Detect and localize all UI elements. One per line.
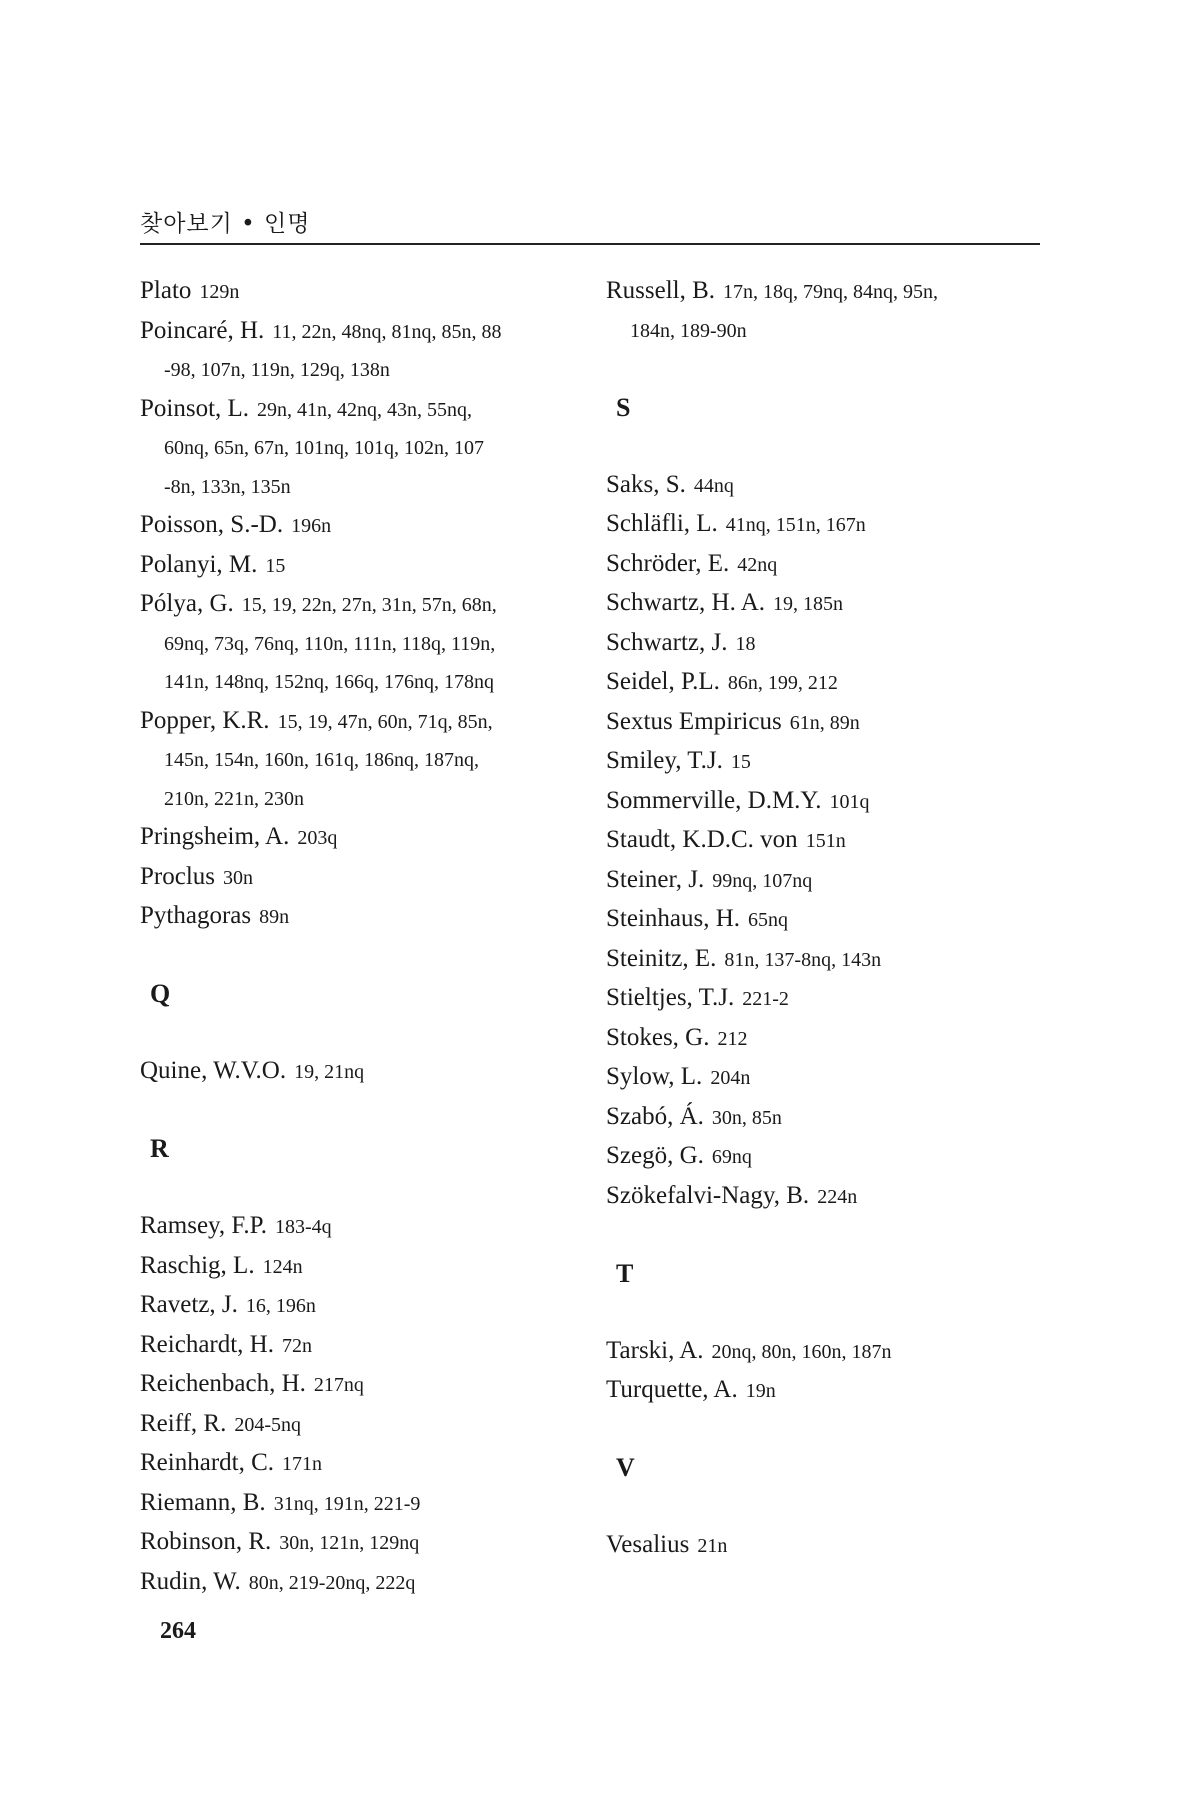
entry-name: Stokes, G. [606, 1023, 710, 1051]
entry-pages: 81n, 137-8nq, 143n [724, 948, 882, 971]
entry-name: Reiff, R. [140, 1409, 227, 1437]
entry-pages: 42nq [737, 553, 778, 576]
index-entry-szego [606, 1137, 1056, 1177]
index-entry-smiley [606, 742, 1056, 782]
index-entry-schlafli [606, 505, 1056, 545]
entry-name: Proclus [140, 862, 215, 890]
entry-name: Plato [140, 277, 192, 304]
entry-name: Schröder, E. [606, 549, 730, 577]
entry-name: Raschig, L. [140, 1251, 255, 1279]
entry-name: Stieltjes, T.J. [606, 984, 735, 1011]
index-entry-quine [140, 1052, 590, 1092]
index-entry-poinsot [140, 390, 590, 430]
section-gap [606, 1216, 1056, 1255]
entry-name: Poincaré, H. [140, 316, 265, 344]
index-entry-szokefalvi [606, 1177, 1056, 1217]
index-entry-vesalius [606, 1526, 1056, 1566]
index-column-left [140, 272, 590, 1602]
entry-name: Steiner, J. [606, 865, 705, 893]
entry-pages: 124n [262, 1255, 303, 1278]
index-entry-schwartz-ha [606, 584, 1056, 624]
entry-pages: 204-5nq [234, 1413, 302, 1436]
page-number: 264 [160, 1618, 196, 1644]
entry-pages: 217nq [313, 1374, 364, 1396]
entry-name: Reinhardt, C. [140, 1449, 275, 1476]
section-gap [606, 427, 1056, 466]
entry-name: Sommerville, D.M.Y. [606, 786, 822, 814]
entry-pages: 129n [199, 281, 240, 303]
index-entry-poincare [140, 312, 590, 352]
index-entry-reiff [140, 1405, 590, 1445]
index-entry-steiner [606, 861, 1056, 901]
entry-name: Rudin, W. [140, 1567, 241, 1595]
entry-name: Reichenbach, H. [140, 1370, 306, 1397]
entry-name: Saks, S. [606, 470, 686, 498]
entry-pages: 16, 196n [245, 1295, 316, 1317]
section-gap [606, 1488, 1056, 1527]
entry-pages: 72n [281, 1334, 312, 1357]
entry-pages: 61n, 89n [789, 711, 860, 734]
entry-continuation: 145n, 154n, 160n, 161q, 186nq, 187nq, [164, 749, 479, 771]
entry-pages: 30n, 85n [711, 1106, 782, 1129]
index-entry-pythagoras [140, 897, 590, 937]
entry-pages: 19, 185n [773, 593, 843, 615]
entry-name: Ramsey, F.P. [140, 1212, 267, 1239]
entry-pages: 15, 19, 22n, 27n, 31n, 57n, 68n, [241, 594, 497, 616]
entry-pages: 101q [829, 790, 870, 813]
entry-pages: 224n [817, 1185, 858, 1208]
index-entry-reichenbach [140, 1365, 590, 1405]
section-gap [140, 1014, 590, 1053]
index-entry-pringsheim [140, 818, 590, 858]
entry-name: Sextus Empiricus [606, 707, 782, 735]
entry-pages: 15 [265, 554, 286, 577]
index-entry-sylow [606, 1058, 1056, 1098]
entry-pages: 80n, 219-20nq, 222q [248, 1571, 416, 1594]
entry-pages: 19, 21nq [294, 1061, 365, 1083]
index-entry-proclus [140, 858, 590, 898]
entry-name: Staudt, K.D.C. von [606, 826, 798, 853]
entry-continuation: 210n, 221n, 230n [164, 787, 304, 810]
index-entry-saks [606, 466, 1056, 506]
section-letter-v: V [616, 1453, 635, 1482]
section-letter-q: Q [150, 979, 171, 1008]
index-entry-schwartz-j [606, 624, 1056, 664]
index-entry-schroder [606, 545, 1056, 585]
index-entry-sommerville [606, 782, 1056, 822]
entry-continuation: 141n, 148nq, 152nq, 166q, 176nq, 178nq [164, 671, 494, 693]
entry-continuation: -98, 107n, 119n, 129q, 138n [164, 359, 390, 381]
index-entry-plato [140, 272, 590, 312]
entry-pages: 203q [297, 827, 338, 849]
entry-name: Polanyi, M. [140, 550, 258, 578]
entry-pages: 196n [291, 515, 332, 537]
section-gap [140, 1169, 590, 1208]
entry-name: Pólya, G. [140, 590, 234, 617]
entry-pages: 29n, 41n, 42nq, 43n, 55nq, [257, 398, 473, 421]
index-entry-sextus [606, 703, 1056, 743]
entry-name: Schwartz, J. [606, 628, 728, 656]
entry-name: Reichardt, H. [140, 1330, 274, 1358]
entry-name: Seidel, P.L. [606, 668, 720, 695]
index-entry-stokes [606, 1019, 1056, 1059]
index-entry-ravetz [140, 1286, 590, 1326]
entry-pages: 204n [710, 1067, 751, 1089]
entry-pages: 21n [697, 1535, 728, 1557]
entry-pages: 221-2 [742, 988, 789, 1010]
entry-name: Vesalius [606, 1531, 690, 1558]
section-letter-t: T [616, 1258, 634, 1288]
entry-name: Robinson, R. [140, 1528, 272, 1555]
entry-pages: 89n [259, 906, 290, 928]
entry-name: Sylow, L. [606, 1063, 703, 1090]
entry-name: Szabó, Á. [606, 1102, 704, 1130]
entry-name: Popper, K.R. [140, 706, 270, 734]
entry-pages: 44nq [693, 474, 734, 497]
entry-pages: 18 [735, 632, 756, 655]
index-entry-raschig [140, 1247, 590, 1287]
index-entry-polya [140, 585, 590, 625]
entry-pages: 11, 22n, 48nq, 81nq, 85n, 88 [272, 320, 502, 343]
entry-pages: 86n, 199, 212 [727, 672, 838, 694]
index-entry-poisson [140, 506, 590, 546]
index-column-right [606, 272, 1056, 1566]
entry-pages: 41nq, 151n, 167n [725, 514, 866, 536]
entry-name: Quine, W.V.O. [140, 1057, 287, 1084]
entry-pages: 69nq [711, 1146, 752, 1168]
index-entry-popper [140, 702, 590, 742]
section-letter-r: R [150, 1134, 169, 1163]
entry-pages: 20nq, 80n, 160n, 187n [711, 1340, 892, 1363]
index-entry-reinhardt [140, 1444, 590, 1484]
header-rule [140, 243, 1040, 245]
entry-pages: 19n [745, 1380, 776, 1402]
entry-name: Russell, B. [606, 277, 716, 304]
entry-name: Szegö, G. [606, 1142, 704, 1169]
index-entry-riemann [140, 1484, 590, 1524]
entry-pages: 65nq [748, 909, 789, 931]
entry-name: Schwartz, H. A. [606, 589, 765, 616]
entry-name: Steinitz, E. [606, 944, 717, 972]
entry-name: Ravetz, J. [140, 1291, 238, 1318]
entry-name: Tarski, A. [606, 1336, 704, 1364]
index-entry-polanyi [140, 546, 590, 586]
index-entry-staudt [606, 821, 1056, 861]
entry-continuation: -8n, 133n, 135n [164, 475, 291, 498]
entry-pages: 151n [805, 830, 846, 852]
index-entry-reichardt [140, 1326, 590, 1366]
entry-pages: 30n [223, 866, 253, 889]
entry-pages: 99nq, 107nq [712, 869, 813, 892]
index-entry-russell [606, 272, 1056, 312]
entry-pages: 171n [282, 1453, 323, 1475]
section-gap [606, 1411, 1056, 1450]
entry-name: Riemann, B. [140, 1488, 266, 1516]
entry-name: Smiley, T.J. [606, 747, 723, 774]
entry-continuation: 69nq, 73q, 76nq, 110n, 111n, 118q, 119n, [164, 632, 496, 655]
entry-name: Szökefalvi-Nagy, B. [606, 1181, 810, 1209]
entry-pages: 30n, 121n, 129nq [279, 1532, 420, 1554]
index-entry-steinitz [606, 940, 1056, 980]
section-gap [140, 937, 590, 976]
index-entry-stieltjes [606, 979, 1056, 1019]
entry-name: Schläfli, L. [606, 510, 718, 537]
entry-pages: 183-4q [274, 1216, 332, 1238]
entry-pages: 15 [730, 751, 751, 773]
running-head: 찾아보기 • 인명 [140, 211, 311, 237]
section-gap [606, 1293, 1056, 1332]
entry-pages: 31nq, 191n, 221-9 [273, 1492, 421, 1515]
index-entry-rudin [140, 1563, 590, 1603]
entry-name: Turquette, A. [606, 1376, 738, 1403]
index-entry-turquette [606, 1371, 1056, 1411]
index-entry-steinhaus [606, 900, 1056, 940]
entry-pages: 15, 19, 47n, 60n, 71q, 85n, [277, 710, 493, 733]
entry-name: Poinsot, L. [140, 394, 250, 422]
index-entry-seidel [606, 663, 1056, 703]
index-entry-tarski [606, 1332, 1056, 1372]
section-letter-s: S [616, 392, 631, 422]
entry-continuation: 60nq, 65n, 67n, 101nq, 101q, 102n, 107 [164, 437, 484, 459]
entry-continuation: 184n, 189-90n [630, 319, 747, 342]
index-entry-szabo [606, 1098, 1056, 1138]
entry-name: Poisson, S.-D. [140, 511, 284, 538]
entry-pages: 17n, 18q, 79nq, 84nq, 95n, [723, 281, 939, 303]
entry-name: Pringsheim, A. [140, 823, 290, 850]
index-entry-ramsey [140, 1207, 590, 1247]
index-entry-robinson [140, 1523, 590, 1563]
section-gap [140, 1092, 590, 1131]
section-gap [606, 350, 1056, 389]
entry-name: Pythagoras [140, 902, 252, 929]
entry-pages: 212 [717, 1027, 748, 1050]
entry-name: Steinhaus, H. [606, 905, 741, 932]
